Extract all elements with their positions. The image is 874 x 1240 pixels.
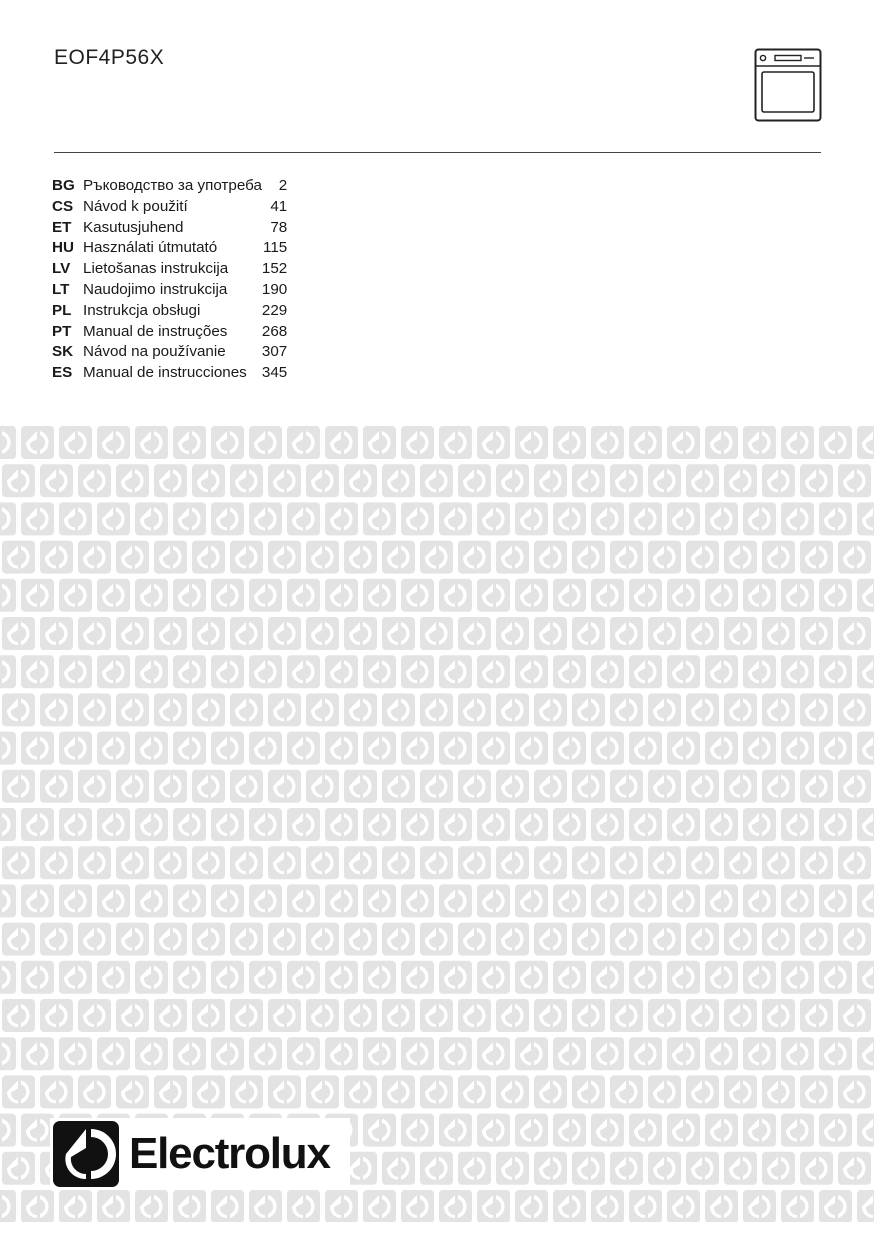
manual-title: Instrukcja obsługi (83, 301, 201, 319)
manual-title: Manual de instrucciones (83, 364, 247, 382)
language-code: BG (52, 177, 75, 194)
toc-row (52, 342, 287, 363)
page-number: 41 (270, 197, 288, 215)
oven-icon (754, 48, 822, 122)
manual-title: Ръководство за употреба (83, 177, 262, 194)
manual-title: Manual de instruções (83, 322, 228, 340)
toc-row (52, 197, 287, 218)
logo-pattern-background (0, 424, 874, 1222)
page-number: 2 (278, 177, 288, 194)
page-number: 229 (261, 301, 288, 319)
manual-title: Naudojimo instrukcija (83, 280, 228, 298)
language-code: ET (52, 218, 72, 236)
toc-row (52, 218, 287, 239)
page-number: 345 (261, 364, 288, 382)
manual-title: Lietošanas instrukcija (83, 260, 229, 278)
language-code: LT (52, 280, 70, 298)
page-number: 307 (261, 343, 288, 361)
toc-row (52, 259, 287, 280)
manual-title: Návod na používanie (83, 343, 226, 361)
toc-row (52, 176, 287, 197)
language-code: LV (52, 260, 71, 278)
toc-row (52, 322, 287, 343)
language-code: PT (52, 322, 72, 340)
toc-row (52, 301, 287, 322)
model-number: EOF4P56X (54, 46, 165, 69)
toc-row (52, 363, 287, 384)
manual-title: Kasutusjuhend (83, 218, 184, 236)
electrolux-logo-icon (53, 1121, 119, 1187)
manual-title: Návod k použití (83, 197, 188, 215)
language-code: HU (52, 239, 74, 257)
header-divider (54, 152, 821, 153)
language-code: ES (52, 364, 73, 382)
language-code: SK (52, 343, 74, 361)
page-number: 115 (263, 239, 288, 257)
language-code: PL (52, 301, 72, 319)
page-number: 152 (261, 260, 288, 278)
page-number: 78 (270, 218, 288, 236)
brand-name: Electrolux (129, 1129, 330, 1178)
language-code: CS (52, 197, 74, 215)
brand-logo (50, 1118, 350, 1190)
page-number: 268 (261, 322, 288, 340)
manual-title: Használati útmutató (83, 239, 218, 257)
language-index (52, 176, 287, 384)
toc-row (52, 238, 287, 259)
toc-row (52, 280, 287, 301)
page-number: 190 (261, 280, 288, 298)
